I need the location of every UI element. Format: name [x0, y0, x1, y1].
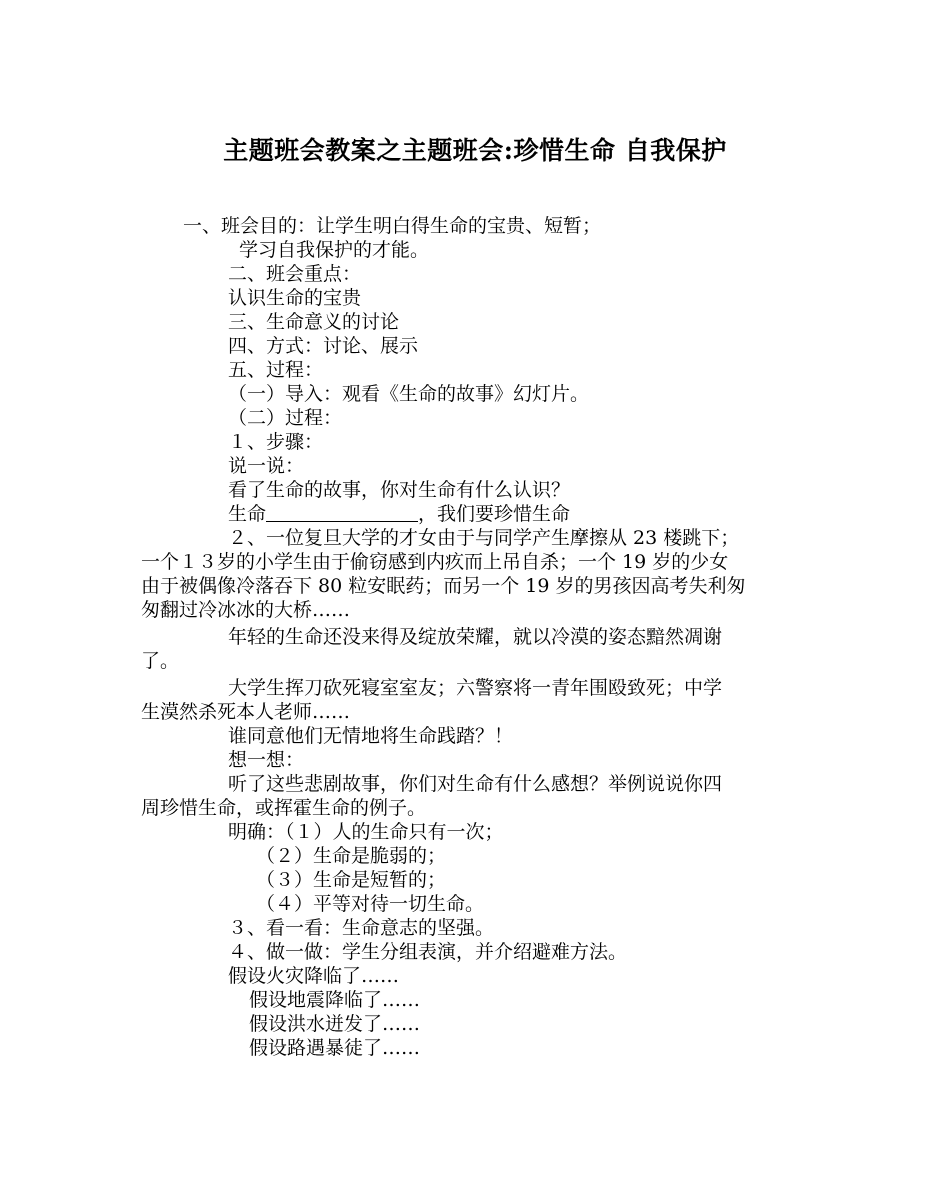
- text-line: 二、班会重点：: [228, 263, 362, 285]
- text-line: 四、方式：讨论、展示: [228, 335, 419, 357]
- fill-in-blank: [266, 503, 418, 522]
- text-line: 了。: [141, 650, 180, 672]
- text-line: 大学生挥刀砍死寝室室友；六警察将一青年围殴致死；中学: [228, 677, 723, 699]
- text-line: ４、做一做：学生分组表演，并介绍避难方法。: [228, 941, 628, 963]
- text-line: （一）导入：观看《生命的故事》幻灯片。: [228, 383, 590, 405]
- text-line: 三、生命意义的讨论: [228, 311, 400, 333]
- text-line: 一、班会目的：让学生明白得生命的宝贵、短暂；: [183, 215, 602, 237]
- text-line: 说一说：: [228, 455, 305, 477]
- fill-in-prefix: 生命: [228, 503, 267, 525]
- text-line: 五、过程：: [228, 359, 324, 381]
- text-line: 假设路遇暴徒了……: [249, 1037, 421, 1059]
- text-line: 谁同意他们无情地将生命践踏？！: [228, 725, 514, 747]
- text-line: 周珍惜生命，或挥霍生命的例子。: [141, 797, 427, 819]
- text-line: 明确：（１）人的生命只有一次；: [228, 821, 504, 843]
- text-line: 学习自我保护的才能。: [239, 239, 430, 261]
- text-line: 生漠然杀死本人老师……: [141, 701, 351, 723]
- text-line: 看了生命的故事，你对生命有什么认识？: [228, 479, 571, 501]
- text-line: 听了这些悲剧故事，你们对生命有什么感想？举例说说你四: [228, 773, 723, 795]
- text-line: 假设火灾降临了……: [228, 965, 400, 987]
- fill-in-line: [228, 502, 570, 526]
- text-line: （３）生命是短暂的；: [256, 869, 447, 891]
- text-line: 由于被偶像冷落吞下 80 粒安眠药；而另一个 19 岁的男孩因高考失利匆: [141, 575, 746, 597]
- text-line: ３、看一看：生命意志的坚强。: [228, 917, 495, 939]
- fill-in-suffix: ，我们要珍惜生命: [418, 503, 571, 525]
- text-line: （４）平等对待一切生命。: [256, 893, 485, 915]
- text-line: 假设洪水迸发了……: [249, 1013, 421, 1035]
- text-line: 一个１３岁的小学生由于偷窃感到内疚而上吊自杀；一个 19 岁的少女: [141, 551, 729, 573]
- text-line: 想一想：: [228, 749, 305, 771]
- text-line: 认识生命的宝贵: [228, 287, 362, 309]
- text-line: 匆翻过冷冰冰的大桥……: [141, 599, 351, 621]
- text-line: 假设地震降临了……: [249, 989, 421, 1011]
- text-line: 年轻的生命还没来得及绽放荣耀，就以冷漠的姿态黯然凋谢: [228, 626, 723, 648]
- document-title: 主题班会教案之主题班会:珍惜生命 自我保护: [223, 136, 727, 165]
- text-line: （２）生命是脆弱的；: [256, 845, 447, 867]
- text-line: １、步骤：: [228, 431, 324, 453]
- text-line: （二）过程：: [228, 407, 343, 429]
- text-line: ２、一位复旦大学的才女由于与同学产生摩擦从 23 楼跳下；: [228, 527, 740, 549]
